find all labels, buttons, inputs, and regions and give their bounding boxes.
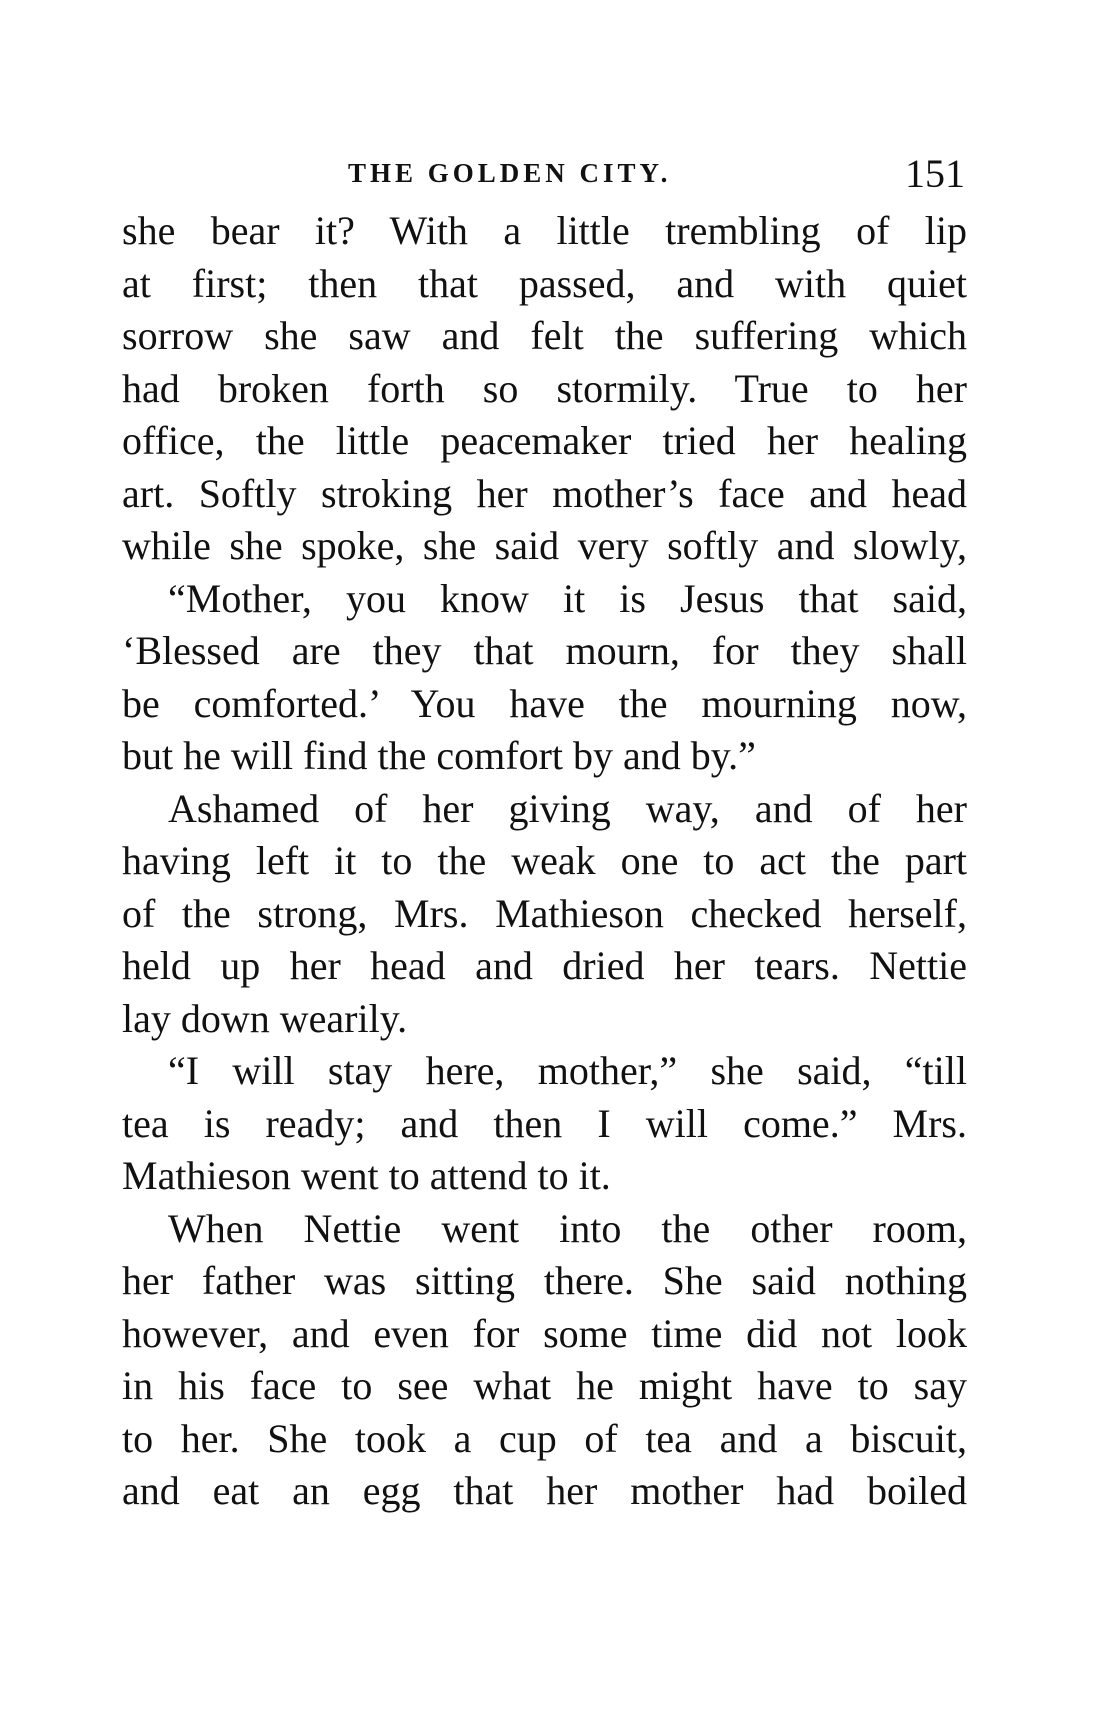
text-line: in his face to see what he might have to say <box>122 1363 967 1408</box>
text-line: sorrow she saw and felt the suffering which <box>122 313 967 358</box>
text-line: and eat an egg that her mother had boiled <box>122 1468 967 1513</box>
text-line: ‘Blessed are they that mourn, for they shall <box>122 628 967 673</box>
text-line: but he will find the comfort by and by.” <box>122 733 756 778</box>
text-line: “I will stay here, mother,” she said, “till <box>168 1048 967 1093</box>
text-line: Ashamed of her giving way, and of her <box>168 785 967 831</box>
text-line: while she spoke, she said very softly and slowly, <box>122 523 967 568</box>
text-line: tea is ready; and then I will come.” Mrs. <box>122 1100 967 1146</box>
text-line: of the strong, Mrs. Mathieson checked herself, <box>122 890 967 936</box>
text-line: to her. She took a cup of tea and a biscuit, <box>122 1415 967 1461</box>
text-line: Mathieson went to attend to it. <box>122 1153 611 1198</box>
text-line: art. Softly stroking her mother’s face and head <box>122 470 967 516</box>
text-line: she bear it? With a little trembling of lip <box>122 208 967 253</box>
running-title: THE GOLDEN CITY. <box>348 158 672 188</box>
text-line: had broken forth so stormily. True to her <box>122 365 967 411</box>
text-line: however, and even for some time did not look <box>122 1310 967 1356</box>
text-line: “Mother, you know it is Jesus that said, <box>168 575 967 621</box>
page-number: 151 <box>905 151 965 196</box>
text-line: When Nettie went into the other room, <box>168 1205 967 1251</box>
page-header <box>120 150 965 200</box>
text-line: lay down wearily. <box>122 995 408 1041</box>
text-line: at first; then that passed, and with quiet <box>122 260 967 306</box>
text-line: office, the little peacemaker tried her healing <box>122 418 967 463</box>
text-line: her father was sitting there. She said nothing <box>122 1258 967 1303</box>
text-line: be comforted.’ You have the mourning now, <box>122 680 967 726</box>
body-text <box>122 205 967 1518</box>
text-line: having left it to the weak one to act the part <box>122 838 967 883</box>
text-line: held up her head and dried her tears. Nettie <box>122 943 967 988</box>
